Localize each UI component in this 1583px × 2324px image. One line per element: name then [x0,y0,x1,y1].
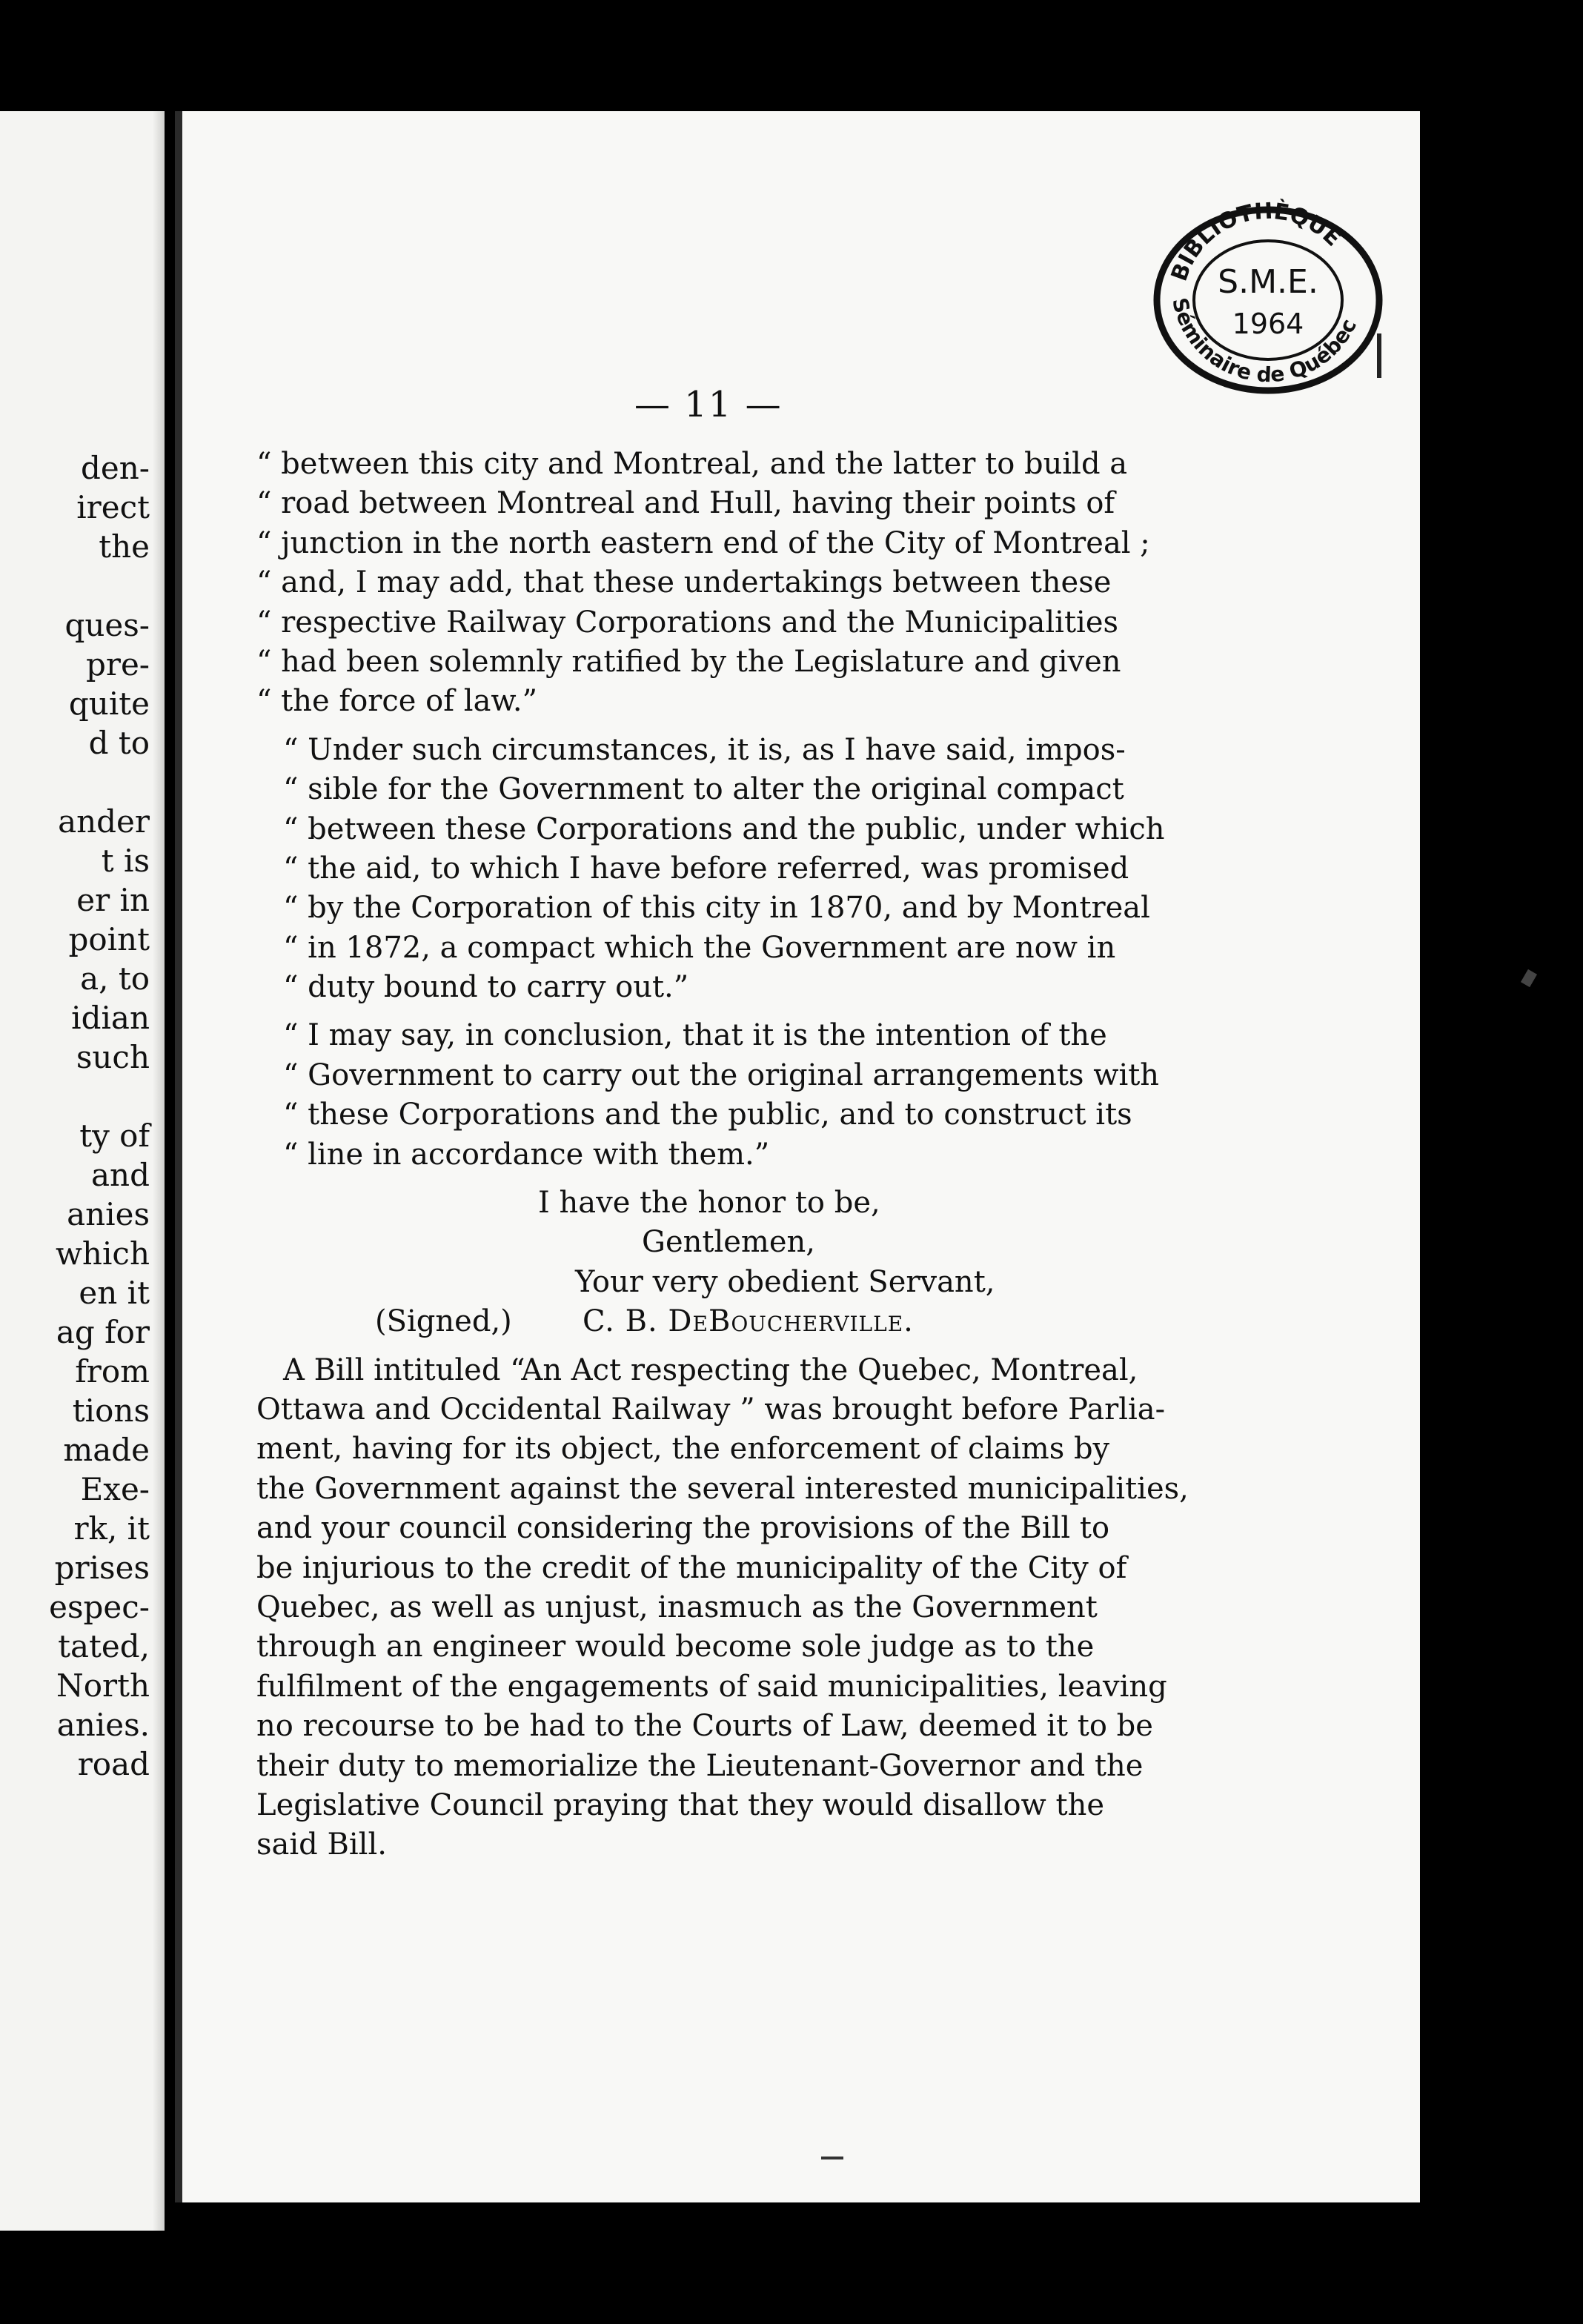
text-line: d to [88,725,150,761]
text-line: rk, it [73,1510,150,1547]
stamp-top-text: BIBLIOTHÈQUE [1166,198,1347,285]
text-line: “ the aid, to which I have before referred, was promised [283,851,1129,886]
quote-paragraph-2 [256,731,1165,1008]
signed-label: (Signed,) [375,1304,512,1339]
text-line: t is [101,843,150,879]
text-line: “ road between Montreal and Hull, having their points of [256,486,1115,521]
text-line: Legislative Council praying that they would disallow the [256,1787,1105,1822]
text-line: the Government against the several interested municipalities, [256,1471,1189,1506]
left-facing-page [0,111,165,2231]
text-line: anies [67,1196,150,1232]
text-line: Quebec, as well as unjust, inasmuch as the Government [256,1590,1098,1624]
text-line: pre- [85,646,150,683]
text-line: their duty to memorialize the Lieutenant-Governor and the [256,1748,1144,1783]
text-line: “ between these Corporations and the public, under which [283,811,1165,846]
text-line: idian [71,1000,150,1036]
text-line: “ duty bound to carry out.” [283,970,689,1005]
stamp-bottom-text: Séminaire de Québec [1167,295,1361,388]
text-line: and [91,1157,150,1193]
closing-block [256,1183,1086,1342]
text-line: prises [54,1550,150,1586]
text-line: irect [76,489,150,525]
text-line: be injurious to the credit of the municipality of the City of [256,1550,1127,1585]
text-line: Ottawa and Occidental Railway ” was brought before Parlia- [256,1392,1166,1427]
text-line: den- [81,450,150,486]
text-line: Exe- [80,1471,150,1507]
text-line: “ in 1872, a compact which the Government are now in [283,930,1116,965]
text-line: tions [72,1392,150,1429]
text-line: ques- [64,607,150,643]
text-line: through an engineer would become sole judge as to the [256,1630,1095,1664]
signatory-name: C. B. DeBoucherville. [583,1304,914,1339]
body-paragraph [256,1351,1189,1865]
text-line: and your council considering the provisions of the Bill to [256,1511,1110,1546]
document-page [175,111,1420,2202]
text-line: the [99,528,150,565]
text-line: “ these Corporations and the public, and to construct its [283,1098,1132,1132]
text-line: tated, [58,1628,150,1664]
left-page-text [49,448,150,1784]
text-line: said Bill. [256,1827,387,1862]
text-line: “ had been solemnly ratified by the Legislature and given [256,644,1121,679]
margin-mark [1521,969,1537,987]
text-line [49,763,150,802]
text-line: “ and, I may add, that these undertakings between these [256,565,1112,600]
text-line: A Bill intituled “An Act respecting the Quebec, Montreal, [283,1352,1138,1387]
text-line [49,566,150,605]
closing-line-1: I have the honor to be, [538,1186,880,1221]
text-line: from [75,1353,150,1390]
text-line: no recourse to be had to the Courts of Law, deemed it to be [256,1709,1153,1744]
bottom-mark [821,2157,843,2159]
text-line: “ by the Corporation of this city in 1870, and by Montreal [283,891,1150,926]
text-line: en it [79,1275,150,1311]
stamp-line1: S.M.E. [1218,263,1318,301]
text-line: “ I may say, in conclusion, that it is the intention of the [283,1018,1107,1053]
text-line: ag for [56,1314,150,1350]
text-line: “ respective Railway Corporations and the Municipalities [256,605,1119,640]
text-line: “ sible for the Government to alter the original compact [283,772,1124,807]
text-line: “ line in accordance with them.” [283,1137,770,1172]
text-line: road [77,1746,150,1782]
text-line: a, to [80,960,150,997]
closing-line-2: Gentlemen, [642,1225,816,1260]
text-line: quite [68,685,150,722]
closing-line-3: Your very obedient Servant, [575,1264,995,1299]
page-number: — 11 — [634,384,783,425]
text-line: “ between this city and Montreal, and the latter to build a [256,447,1128,481]
stamp-line2: 1964 [1232,308,1304,340]
page-body [256,445,1189,1865]
page-gutter [153,111,165,2231]
margin-mark [1377,333,1381,378]
text-line: anies. [56,1707,150,1743]
signature-line [256,1302,1086,1341]
text-line: er in [76,882,150,918]
text-line [49,1077,150,1116]
text-line: ander [58,803,150,840]
text-line: ment, having for its object, the enforcement of claims by [256,1432,1110,1467]
text-line: ty of [79,1118,150,1154]
library-stamp [1131,193,1405,400]
text-line: such [76,1039,150,1075]
text-line: fulfilment of the engagements of said municipalities, leaving [256,1669,1167,1704]
text-line: “ Under such circumstances, it is, as I have said, impos- [283,732,1126,767]
text-line: North [56,1667,150,1704]
text-line: “ the force of law.” [256,684,538,719]
text-line: point [68,921,150,957]
quote-paragraph-1 [256,445,1150,722]
quote-paragraph-3 [256,1016,1160,1175]
text-line: which [55,1235,150,1272]
text-line: “ junction in the north eastern end of the City of Montreal ; [256,525,1150,560]
text-line: made [63,1432,150,1468]
text-line: espec- [49,1589,150,1625]
text-line: “ Government to carry out the original arrangements with [283,1058,1160,1092]
